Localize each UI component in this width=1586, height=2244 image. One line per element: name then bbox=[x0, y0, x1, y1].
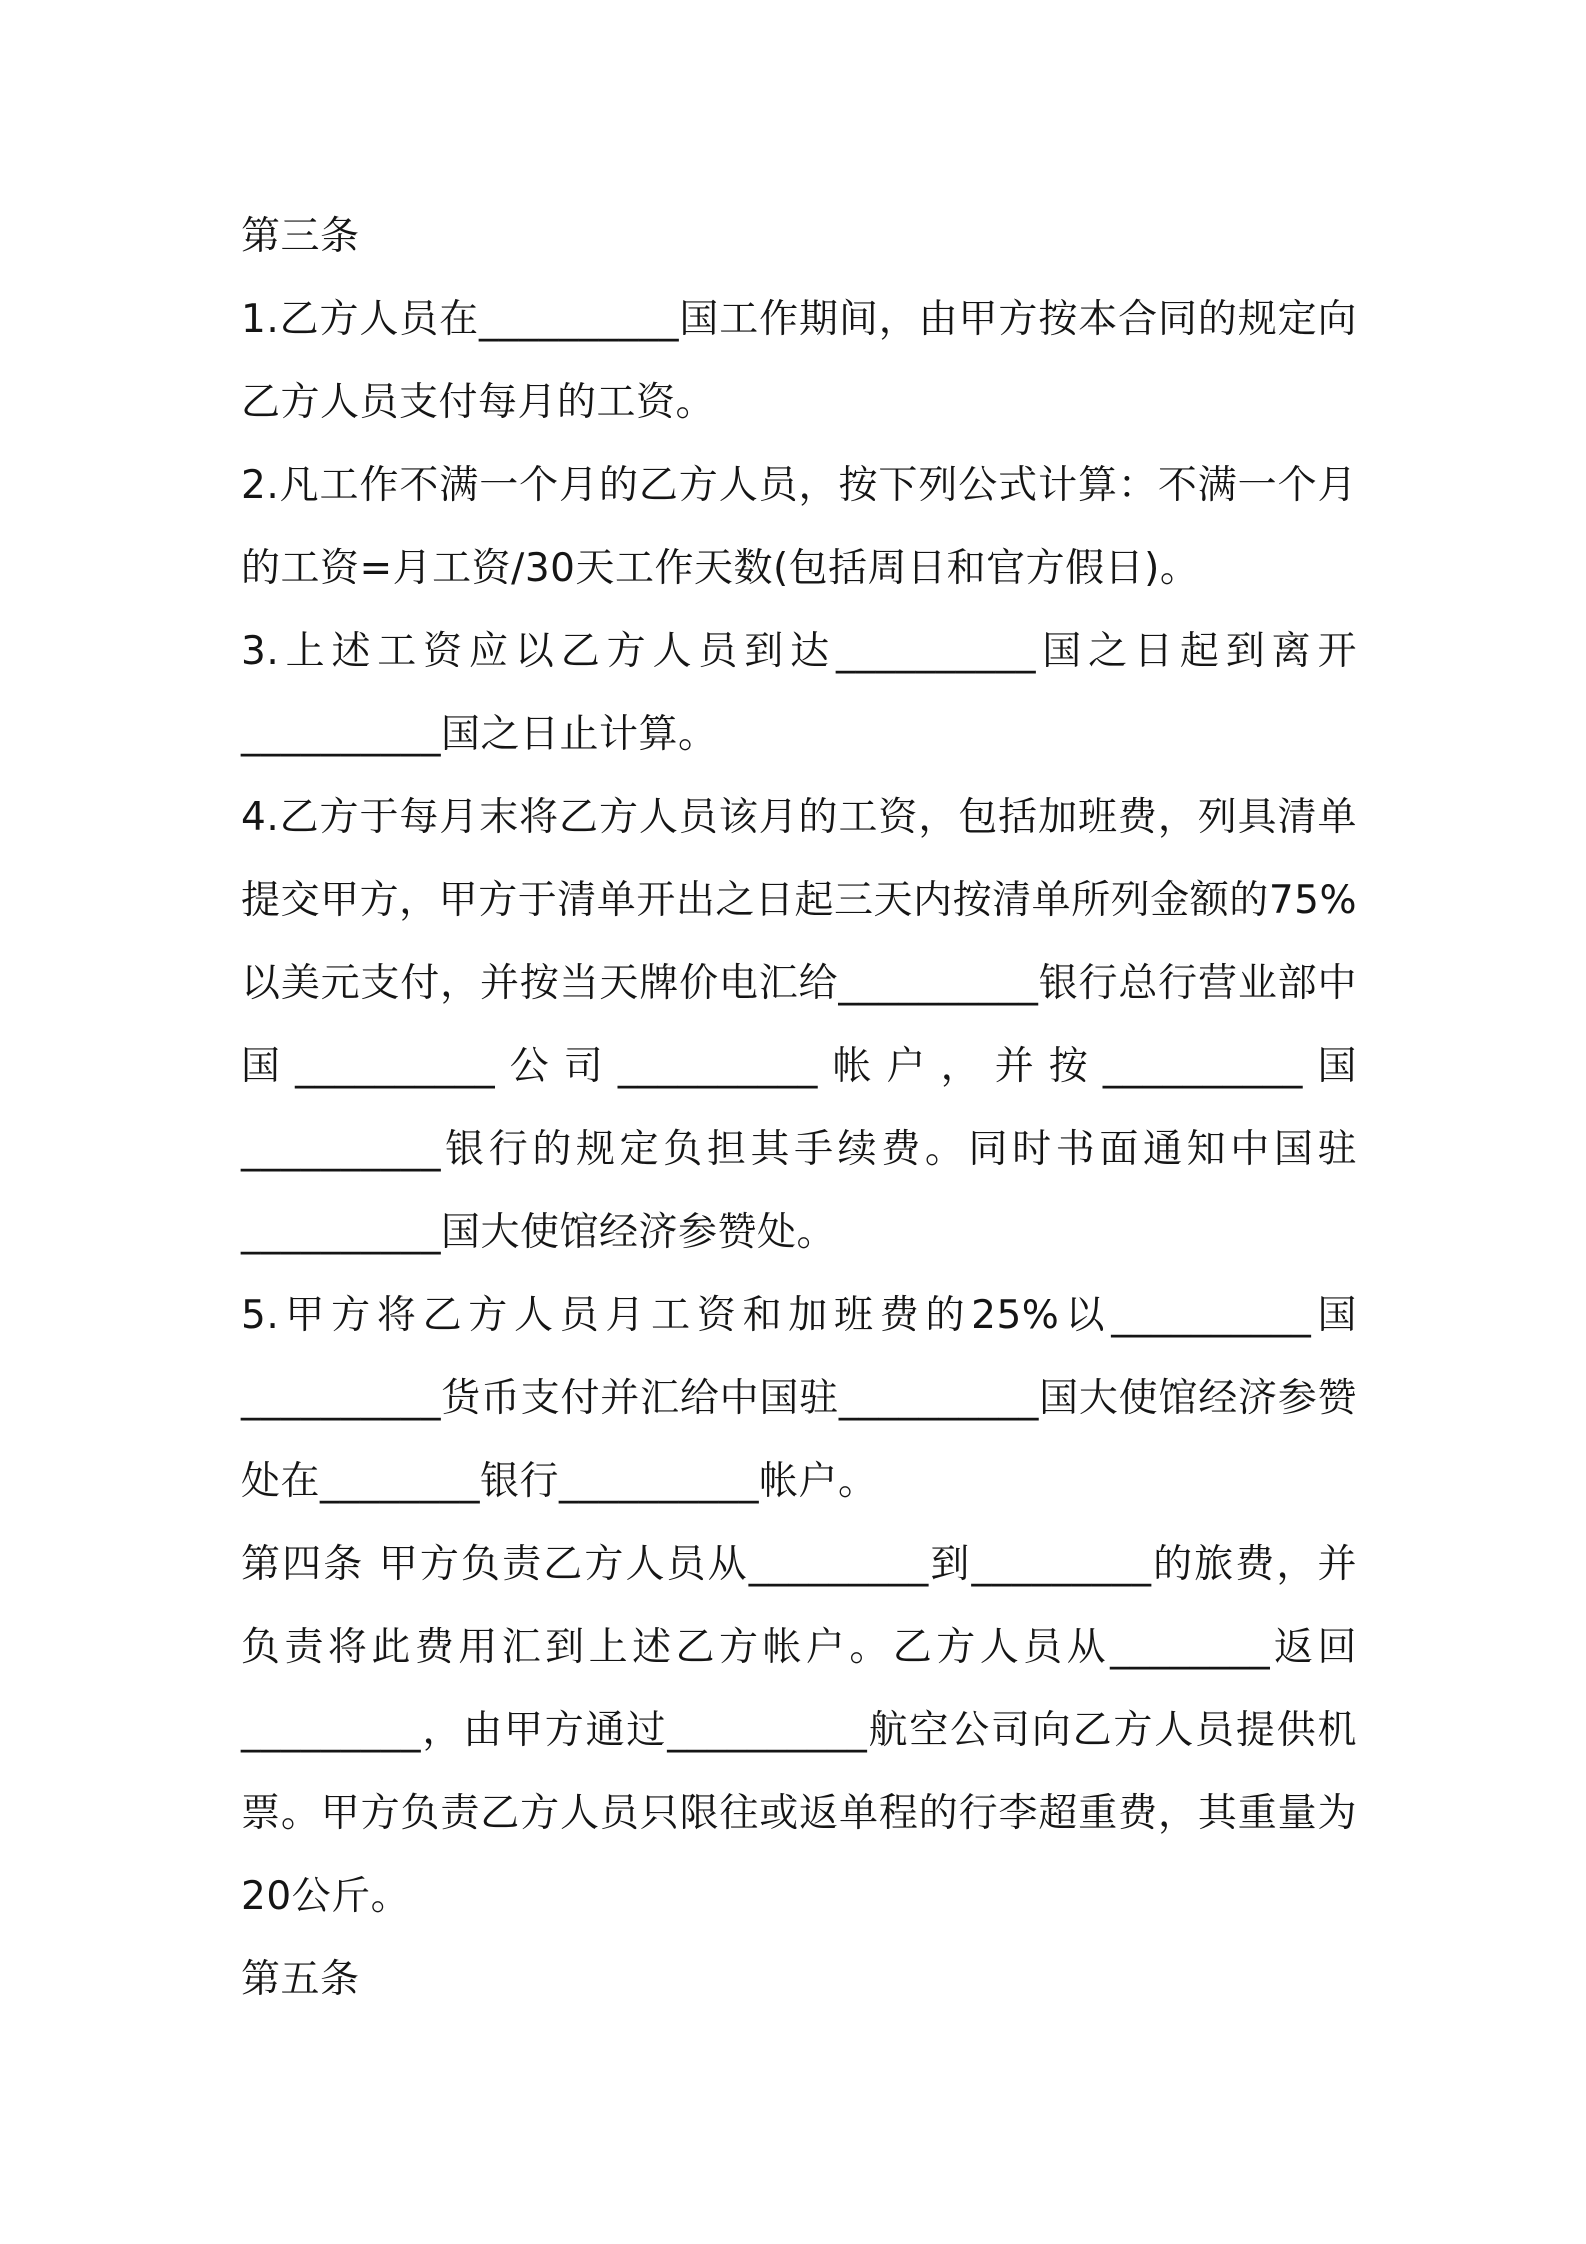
article-3-heading: 第三条 bbox=[241, 214, 360, 259]
article-3-clause-5: 5.甲方将乙方人员月工资和加班费的25%以__________国__________货币支付并汇给中国驻__________国大使馆经济参赞处在________银行__________帐户。 bbox=[241, 1293, 1357, 1504]
article-3-clause-2: 2.凡工作不满一个月的乙方人员，按下列公式计算：不满一个月的工资=月工资/30天工作天数(包括周日和官方假日)。 bbox=[241, 463, 1357, 591]
article-5-heading: 第五条 bbox=[241, 1957, 360, 2002]
article-3-clause-4: 4.乙方于每月末将乙方人员该月的工资，包括加班费，列具清单提交甲方，甲方于清单开出之日起三天内按清单所列金额的75%以美元支付，并按当天牌价电汇给__________银行总行营业部中国__________公司__________帐户，并按__________国__________银行的规定负担其手续费。同时书面通知中国驻__________国大使馆经济参赞处。 bbox=[241, 795, 1357, 1255]
article-3-clause-3: 3.上述工资应以乙方人员到达__________国之日起到离开__________国之日止计算。 bbox=[241, 629, 1357, 757]
article-4-paragraph: 第四条 甲方负责乙方人员从_________到_________的旅费，并负责将此费用汇到上述乙方帐户。乙方人员从________返回_________，由甲方通过__________航空公司向乙方人员提供机票。甲方负责乙方人员只限往或返单程的行李超重费，其重量为20公斤。 bbox=[241, 1542, 1357, 1919]
article-3-clause-1: 1.乙方人员在__________国工作期间，由甲方按本合同的规定向乙方人员支付每月的工资。 bbox=[241, 297, 1357, 425]
document-body bbox=[241, 195, 1357, 2021]
